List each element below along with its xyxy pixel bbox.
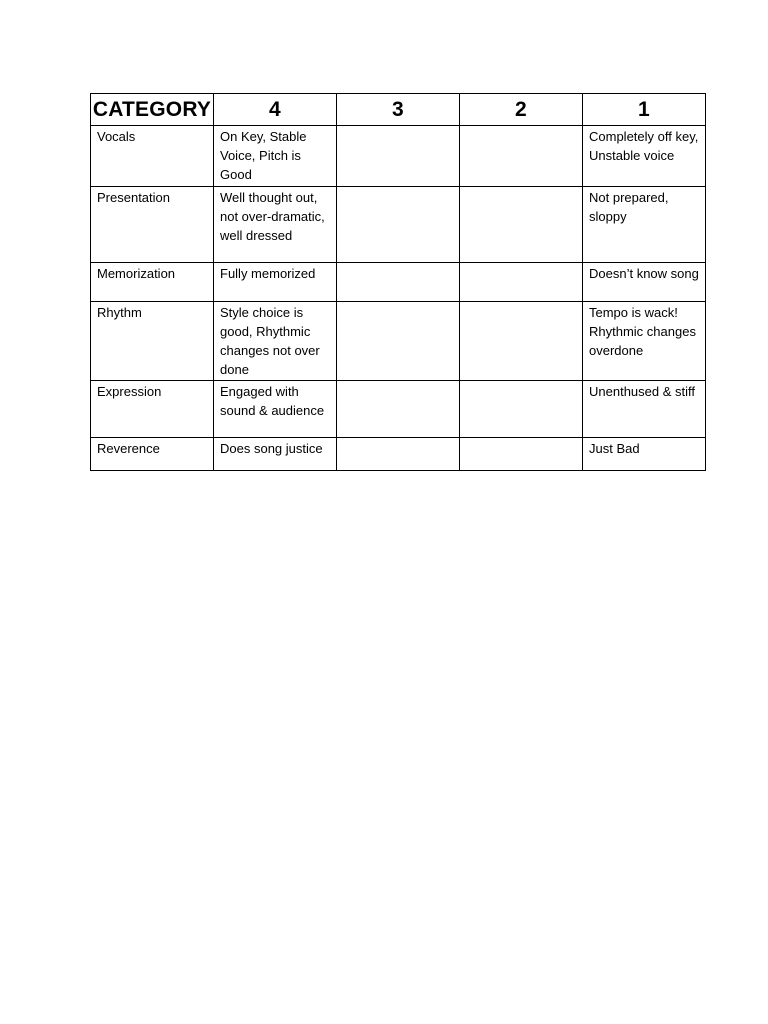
- table-row: [91, 263, 706, 302]
- row-category: Vocals: [91, 126, 214, 187]
- row-score-3: [337, 438, 460, 471]
- row-category: Presentation: [91, 187, 214, 263]
- table-row: [91, 438, 706, 471]
- table-row: [91, 126, 706, 187]
- row-score-2: [460, 263, 583, 302]
- row-score-2: [460, 302, 583, 381]
- row-category: Memorization: [91, 263, 214, 302]
- row-score-3: [337, 263, 460, 302]
- row-score-1: Doesn’t know song: [583, 263, 706, 302]
- row-category: Rhythm: [91, 302, 214, 381]
- row-score-1: Just Bad: [583, 438, 706, 471]
- row-category: Expression: [91, 381, 214, 438]
- row-score-4: Well thought out, not over-dramatic, well dressed: [214, 187, 337, 263]
- header-score-4: 4: [214, 94, 337, 126]
- row-score-1: Unenthused & stiff: [583, 381, 706, 438]
- row-score-4: Does song justice: [214, 438, 337, 471]
- table-row: [91, 187, 706, 263]
- row-score-2: [460, 438, 583, 471]
- row-score-2: [460, 187, 583, 263]
- row-score-1: Completely off key, Unstable voice: [583, 126, 706, 187]
- table-row: [91, 381, 706, 438]
- row-score-3: [337, 126, 460, 187]
- header-category: CATEGORY: [91, 94, 214, 126]
- row-score-4: Fully memorized: [214, 263, 337, 302]
- row-score-4: On Key, Stable Voice, Pitch is Good: [214, 126, 337, 187]
- row-score-3: [337, 381, 460, 438]
- header-score-1: 1: [583, 94, 706, 126]
- row-score-1: Not prepared, sloppy: [583, 187, 706, 263]
- table-row: [91, 302, 706, 381]
- header-score-3: 3: [337, 94, 460, 126]
- row-category: Reverence: [91, 438, 214, 471]
- rubric-table: [90, 93, 706, 471]
- row-score-4: Style choice is good, Rhythmic changes not over done: [214, 302, 337, 381]
- row-score-3: [337, 302, 460, 381]
- row-score-3: [337, 187, 460, 263]
- table-header-row: [91, 94, 706, 126]
- row-score-2: [460, 126, 583, 187]
- header-score-2: 2: [460, 94, 583, 126]
- row-score-4: Engaged with sound & audience: [214, 381, 337, 438]
- row-score-2: [460, 381, 583, 438]
- row-score-1: Tempo is wack! Rhythmic changes overdone: [583, 302, 706, 381]
